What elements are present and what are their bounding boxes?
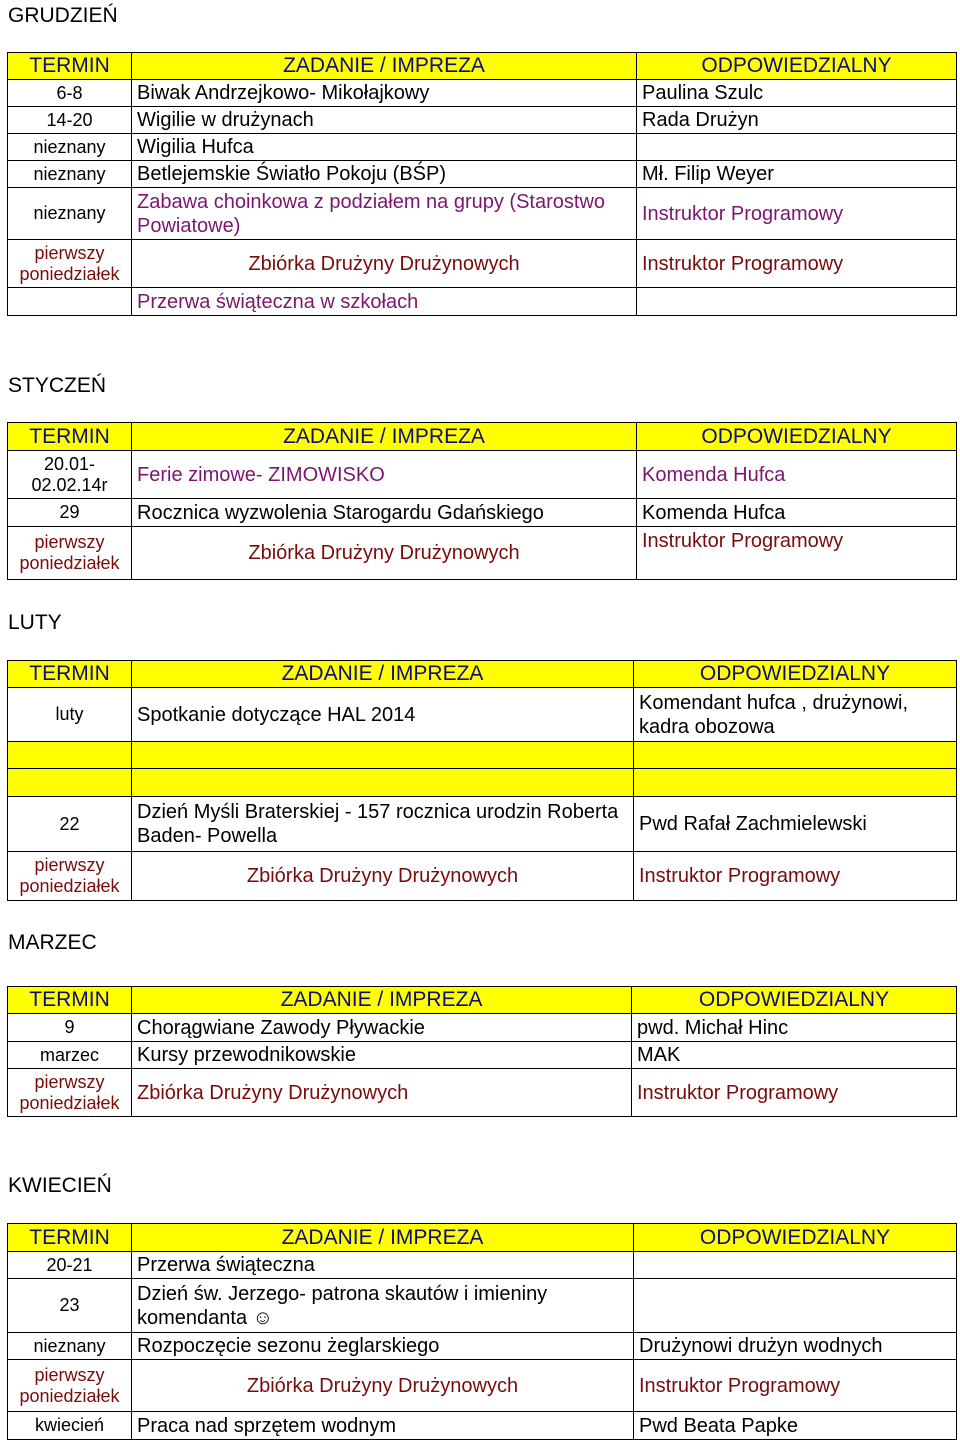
- termin-cell: pierwszy poniedziałek: [8, 527, 132, 580]
- termin-cell: nieznany: [8, 1333, 132, 1360]
- odpowiedzialny-cell: [634, 769, 957, 797]
- header-odpowiedzialny: ODPOWIEDZIALNY: [632, 987, 957, 1014]
- zadanie-cell: Zbiórka Drużyny Drużynowych: [132, 1069, 632, 1117]
- zadanie-cell: [132, 742, 634, 769]
- header-termin: TERMIN: [8, 987, 132, 1014]
- termin-cell: 29: [8, 499, 132, 527]
- zadanie-cell: Przerwa świąteczna w szkołach: [132, 288, 637, 316]
- odpowiedzialny-cell: [637, 288, 957, 316]
- odpowiedzialny-cell: [634, 1279, 957, 1333]
- termin-cell: 6-8: [8, 80, 132, 107]
- table-header: [8, 987, 957, 1014]
- header-odpowiedzialny: ODPOWIEDZIALNY: [634, 661, 957, 688]
- section-title-grudzien: GRUDZIEŃ: [8, 4, 118, 27]
- zadanie-cell: Zbiórka Drużyny Drużynowych: [132, 1360, 634, 1412]
- termin-cell: 14-20: [8, 107, 132, 134]
- header-termin: TERMIN: [8, 423, 132, 451]
- termin-cell: [8, 288, 132, 316]
- zadanie-cell: Dzień Myśli Braterskiej - 157 rocznica urodzin Roberta Baden- Powella: [132, 797, 634, 852]
- odpowiedzialny-cell: [634, 1252, 957, 1279]
- zadanie-cell: Wigilie w drużynach: [132, 107, 637, 134]
- table-kwiecien: [7, 1223, 957, 1440]
- table-row: [8, 742, 957, 769]
- table-row: [8, 107, 957, 134]
- odpowiedzialny-cell: [637, 134, 957, 161]
- table-marzec: [7, 986, 957, 1117]
- table-row: [8, 769, 957, 797]
- odpowiedzialny-cell: Instruktor Programowy: [637, 188, 957, 240]
- termin-cell: pierwszy poniedziałek: [8, 852, 132, 901]
- odpowiedzialny-cell: Pwd Rafał Zachmielewski: [634, 797, 957, 852]
- header-zadanie: ZADANIE / IMPREZA: [132, 423, 637, 451]
- table-header: [8, 423, 957, 451]
- odpowiedzialny-cell: Komenda Hufca: [637, 499, 957, 527]
- table-row: [8, 499, 957, 527]
- table-row: [8, 1333, 957, 1360]
- odpowiedzialny-cell: Instruktor Programowy: [632, 1069, 957, 1117]
- termin-cell: 9: [8, 1014, 132, 1042]
- zadanie-cell: Zbiórka Drużyny Drużynowych: [132, 527, 637, 580]
- termin-cell: nieznany: [8, 188, 132, 240]
- table-header: [8, 1224, 957, 1252]
- header-zadanie: ZADANIE / IMPREZA: [132, 1224, 634, 1252]
- header-zadanie: ZADANIE / IMPREZA: [132, 53, 637, 80]
- termin-cell: [8, 769, 132, 797]
- table-row: [8, 240, 957, 288]
- zadanie-cell: Dzień św. Jerzego- patrona skautów i imieniny komendanta ☺: [132, 1279, 634, 1333]
- termin-cell: luty: [8, 688, 132, 742]
- zadanie-cell: Rocznica wyzwolenia Starogardu Gdańskiego: [132, 499, 637, 527]
- odpowiedzialny-cell: Instruktor Programowy: [634, 1360, 957, 1412]
- odpowiedzialny-cell: Pwd Beata Papke: [634, 1412, 957, 1440]
- zadanie-cell: Biwak Andrzejkowo- Mikołajkowy: [132, 80, 637, 107]
- table-row: [8, 1412, 957, 1440]
- termin-cell: nieznany: [8, 161, 132, 188]
- zadanie-cell: Chorągwiane Zawody Pływackie: [132, 1014, 632, 1042]
- odpowiedzialny-cell: Paulina Szulc: [637, 80, 957, 107]
- zadanie-cell: Betlejemskie Światło Pokoju (BŚP): [132, 161, 637, 188]
- termin-cell: marzec: [8, 1042, 132, 1069]
- section-title-kwiecien: KWIECIEŃ: [8, 1174, 112, 1197]
- zadanie-cell: [132, 769, 634, 797]
- section-title-marzec: MARZEC: [8, 931, 97, 954]
- table-header: [8, 53, 957, 80]
- section-title-styczen: STYCZEŃ: [8, 374, 107, 397]
- table-row: [8, 134, 957, 161]
- header-zadanie: ZADANIE / IMPREZA: [132, 661, 634, 688]
- odpowiedzialny-cell: Komendant hufca , drużynowi, kadra obozowa: [634, 688, 957, 742]
- table-row: [8, 80, 957, 107]
- zadanie-cell: Rozpoczęcie sezonu żeglarskiego: [132, 1333, 634, 1360]
- table-styczen: [7, 422, 957, 580]
- table-row: [8, 451, 957, 499]
- zadanie-cell: Praca nad sprzętem wodnym: [132, 1412, 634, 1440]
- table-header: [8, 661, 957, 688]
- header-termin: TERMIN: [8, 661, 132, 688]
- zadanie-cell: Spotkanie dotyczące HAL 2014: [132, 688, 634, 742]
- table-row: [8, 288, 957, 316]
- zadanie-cell: Przerwa świąteczna: [132, 1252, 634, 1279]
- table-row: [8, 688, 957, 742]
- table-grudzien: [7, 52, 957, 316]
- odpowiedzialny-cell: Instruktor Programowy: [637, 527, 957, 580]
- termin-cell: kwiecień: [8, 1412, 132, 1440]
- header-termin: TERMIN: [8, 53, 132, 80]
- table-row: [8, 1069, 957, 1117]
- termin-cell: pierwszy poniedziałek: [8, 1360, 132, 1412]
- odpowiedzialny-cell: pwd. Michał Hinc: [632, 1014, 957, 1042]
- termin-cell: 23: [8, 1279, 132, 1333]
- header-zadanie: ZADANIE / IMPREZA: [132, 987, 632, 1014]
- termin-cell: pierwszy poniedziałek: [8, 240, 132, 288]
- zadanie-cell: Zbiórka Drużyny Drużynowych: [132, 852, 634, 901]
- termin-cell: [8, 742, 132, 769]
- table-row: [8, 1252, 957, 1279]
- termin-cell: nieznany: [8, 134, 132, 161]
- zadanie-cell: Kursy przewodnikowskie: [132, 1042, 632, 1069]
- header-odpowiedzialny: ODPOWIEDZIALNY: [637, 53, 957, 80]
- table-row: [8, 797, 957, 852]
- odpowiedzialny-cell: Rada Drużyn: [637, 107, 957, 134]
- table-row: [8, 1042, 957, 1069]
- odpowiedzialny-cell: MAK: [632, 1042, 957, 1069]
- odpowiedzialny-cell: Drużynowi drużyn wodnych: [634, 1333, 957, 1360]
- zadanie-cell: Ferie zimowe- ZIMOWISKO: [132, 451, 637, 499]
- table-row: [8, 161, 957, 188]
- table-row: [8, 188, 957, 240]
- odpowiedzialny-cell: Instruktor Programowy: [637, 240, 957, 288]
- table-luty: [7, 660, 957, 901]
- table-row: [8, 1014, 957, 1042]
- table-row: [8, 1279, 957, 1333]
- table-row: [8, 852, 957, 901]
- odpowiedzialny-cell: Komenda Hufca: [637, 451, 957, 499]
- section-title-luty: LUTY: [8, 611, 62, 634]
- termin-cell: 20.01-02.02.14r: [8, 451, 132, 499]
- odpowiedzialny-cell: [634, 742, 957, 769]
- zadanie-cell: Wigilia Hufca: [132, 134, 637, 161]
- table-row: [8, 527, 957, 580]
- zadanie-cell: Zbiórka Drużyny Drużynowych: [132, 240, 637, 288]
- termin-cell: pierwszy poniedziałek: [8, 1069, 132, 1117]
- header-odpowiedzialny: ODPOWIEDZIALNY: [637, 423, 957, 451]
- header-termin: TERMIN: [8, 1224, 132, 1252]
- odpowiedzialny-cell: Instruktor Programowy: [634, 852, 957, 901]
- termin-cell: 22: [8, 797, 132, 852]
- zadanie-cell: Zabawa choinkowa z podziałem na grupy (Starostwo Powiatowe): [132, 188, 637, 240]
- header-odpowiedzialny: ODPOWIEDZIALNY: [634, 1224, 957, 1252]
- odpowiedzialny-cell: Mł. Filip Weyer: [637, 161, 957, 188]
- termin-cell: 20-21: [8, 1252, 132, 1279]
- table-row: [8, 1360, 957, 1412]
